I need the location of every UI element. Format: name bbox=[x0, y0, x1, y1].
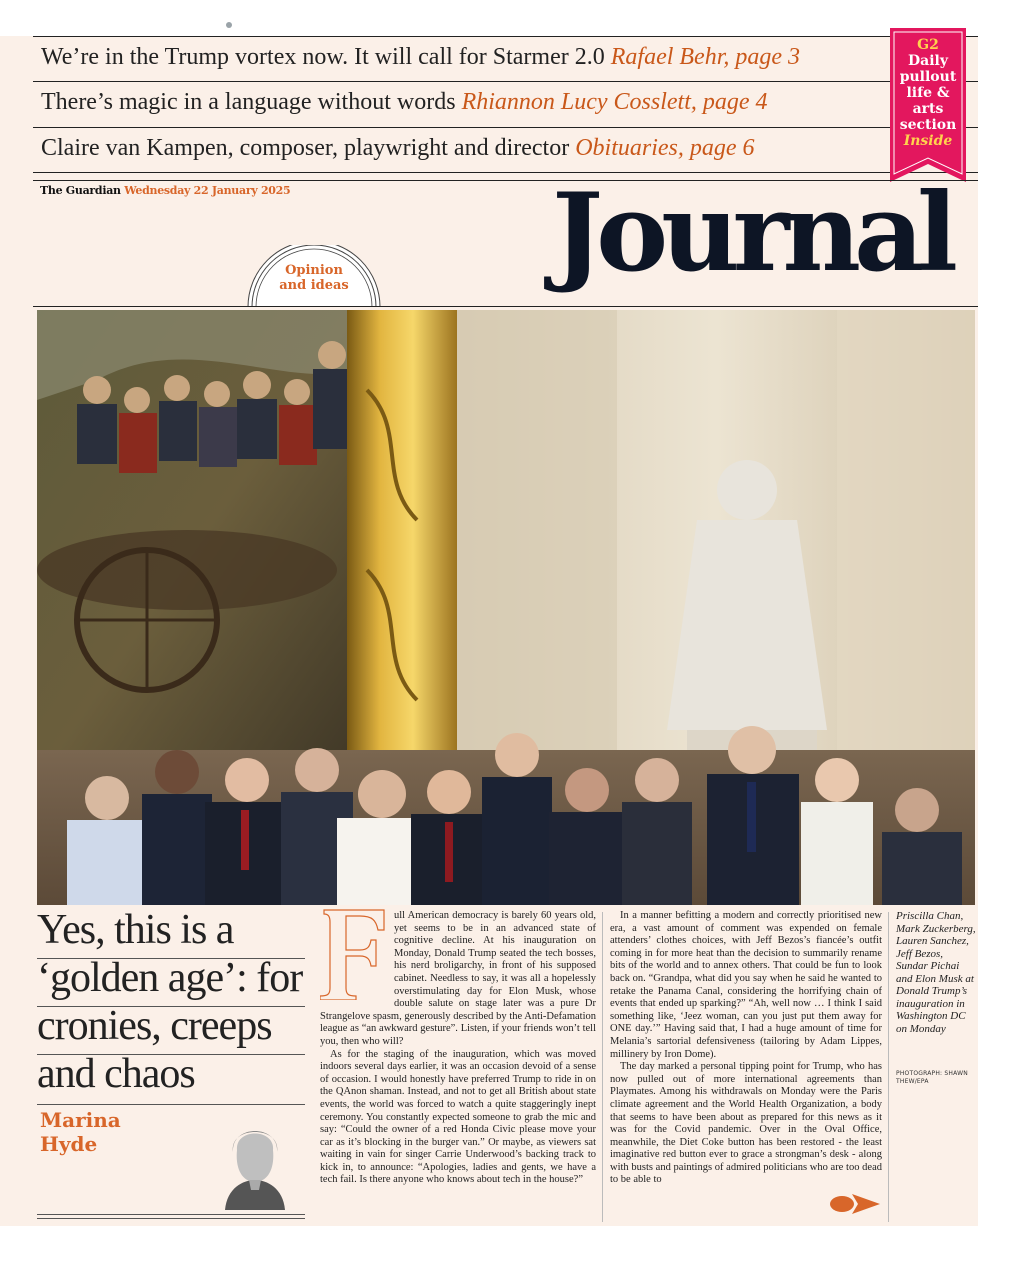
ribbon-pullout: pullout bbox=[899, 69, 957, 85]
ribbon-section: section bbox=[899, 117, 957, 133]
bottom-rule-1 bbox=[37, 1214, 305, 1215]
badge-line1: Opinion bbox=[285, 263, 343, 278]
headline bbox=[37, 906, 307, 1098]
col1-para-2: As for the staging of the inauguration, which was moved indoors several days earlier, it was an occasion devoid of a sense of occasion. I would honestly have preferred Trump to ride in on the QAnon shaman. Instead, and not to get all British about state events, the world was forced to watch a quite staggeringly inept ceremony. You constantly expected someone to grab the mic and say: “Could the owner of a red Honda Civic please move your car as it’s blocking in the burger van.” Or maybe, as viewers sat waiting in vain for singer Carrie Underwood’s backing track to kick in, to announce: “Apologies, ladies and gents, we have a tech fail. Is there anyone who knows about tech in the house?” bbox=[320, 1048, 596, 1186]
photo-credit: PHOTOGRAPH: SHAWN THEW/EPA bbox=[896, 1070, 968, 1085]
headline-rule-3 bbox=[37, 1054, 305, 1055]
column-divider-1 bbox=[602, 912, 603, 1222]
ribbon-daily: Daily bbox=[908, 53, 948, 69]
headline-line-1: Yes, this is a bbox=[37, 907, 234, 953]
ribbon-life: life & bbox=[906, 85, 950, 101]
ribbon-g2: G2 bbox=[917, 37, 939, 53]
headline-line-2: ‘golden age’: for bbox=[37, 955, 303, 1001]
teaser-2-text: There’s magic in a language without words bbox=[41, 89, 456, 115]
headline-rule-2 bbox=[37, 1006, 305, 1007]
ribbon-arts: arts bbox=[912, 101, 944, 117]
col2-para-2: The day marked a personal tipping point for Trump, who has now pulled out of more international agreements than Playmates. Among his withdrawals on Monday were the Paris climate agreement and the World Health Organization, a body that seems to have been about as prepared for this news as it was for the Covid pandemic. Over in the Oval Office, meanwhile, the Diet Coke button has been restored - the least imaginative red button ever to grace a strongman’s desk - along with busts and paintings of admired politicians who are too dead to be able to bbox=[610, 1061, 882, 1186]
teaser-2-credit: Rhiannon Lucy Cosslett, page 4 bbox=[461, 89, 768, 115]
col2-para-1: In a manner befitting a modern and correctly prioritised new era, a vast amount of comment was expended on female attenders’ clothes choices, with Jeff Bezos’s fiancée’s outfit coming in for more heat than the decision to summarily rename bits of the world and to annex others. That could be fun to look back on. “Grandpa, what did you say when he said he wanted to retake the Panama Canal, considering the horrifying chain of events that ended up sparking?” “Ah, well now … I think I said something like, ‘Jeez woman, can you just put them away for ONE day.’” Having said that, I had a huge amount of time for Melania’s sartorial defensiveness (tailoring by Adam Lippes, millinery by Iron Dome). bbox=[610, 910, 882, 1060]
col1-para-1: ull American democracy is barely 60 years old, yet seems to be in an advanced state of cognitive decline. At his inauguration on Monday, Donald Trump seated the tech bosses, his nerd broligarchy, in front of his supposed cabinet. Needless to say, it was all a hopelessly overstimulating day for Elon Musk, whose double salute on stage later was a pure Dr Strangelove spasm, generously described by the Anti-Defamation league as “an awkward gesture”. Listen, if your friends won’t tell you, then who will? bbox=[320, 910, 596, 1047]
article-column-2 bbox=[610, 910, 882, 1187]
headline-rule-4 bbox=[37, 1104, 305, 1105]
author-portrait bbox=[205, 1110, 305, 1210]
teaser-2[interactable] bbox=[33, 81, 978, 126]
issue-date: Wednesday 22 January 2025 bbox=[124, 184, 291, 197]
opinion-badge bbox=[244, 245, 384, 307]
dateline bbox=[40, 184, 290, 197]
drop-cap-f bbox=[320, 908, 388, 1000]
ribbon-inside: Inside bbox=[903, 133, 953, 149]
badge-line2: and ideas bbox=[279, 278, 349, 293]
g2-ribbon[interactable] bbox=[890, 28, 966, 182]
bottom-rule-2 bbox=[37, 1218, 305, 1219]
teaser-3-text: Claire van Kampen, composer, playwright and director bbox=[41, 135, 570, 161]
author-last-name: Hyde bbox=[40, 1132, 98, 1156]
teaser-3[interactable] bbox=[33, 127, 978, 173]
continue-arrow-icon[interactable] bbox=[828, 1190, 882, 1218]
teaser-1-credit: Rafael Behr, page 3 bbox=[610, 44, 801, 70]
headline-line-4: and chaos bbox=[37, 1051, 195, 1097]
teaser-3-credit: Obituaries, page 6 bbox=[575, 135, 755, 161]
headline-line-3: cronies, creeps bbox=[37, 1003, 272, 1049]
teaser-1-text: We’re in the Trump vortex now. It will call for Starmer 2.0 bbox=[41, 44, 605, 70]
byline[interactable] bbox=[40, 1108, 121, 1156]
headline-rule-1 bbox=[37, 958, 305, 959]
scan-dot bbox=[226, 22, 232, 28]
article-column-1 bbox=[320, 910, 596, 1187]
teaser-1[interactable] bbox=[33, 36, 978, 81]
author-first-name: Marina bbox=[40, 1108, 121, 1132]
paper-name: The Guardian bbox=[40, 184, 121, 197]
photo-rule bbox=[33, 306, 978, 307]
inauguration-photo[interactable] bbox=[37, 310, 975, 905]
journal-title: Journal bbox=[552, 170, 952, 296]
column-divider-2 bbox=[888, 912, 889, 1222]
photo-caption: Priscilla Chan, Mark Zuckerberg, Lauren Sanchez, Jeff Bezos, Sundar Pichai and Elon Musk at Donald Trump’s inauguration in Washington DC on Monday bbox=[896, 910, 976, 1035]
gold-frame bbox=[347, 310, 457, 780]
